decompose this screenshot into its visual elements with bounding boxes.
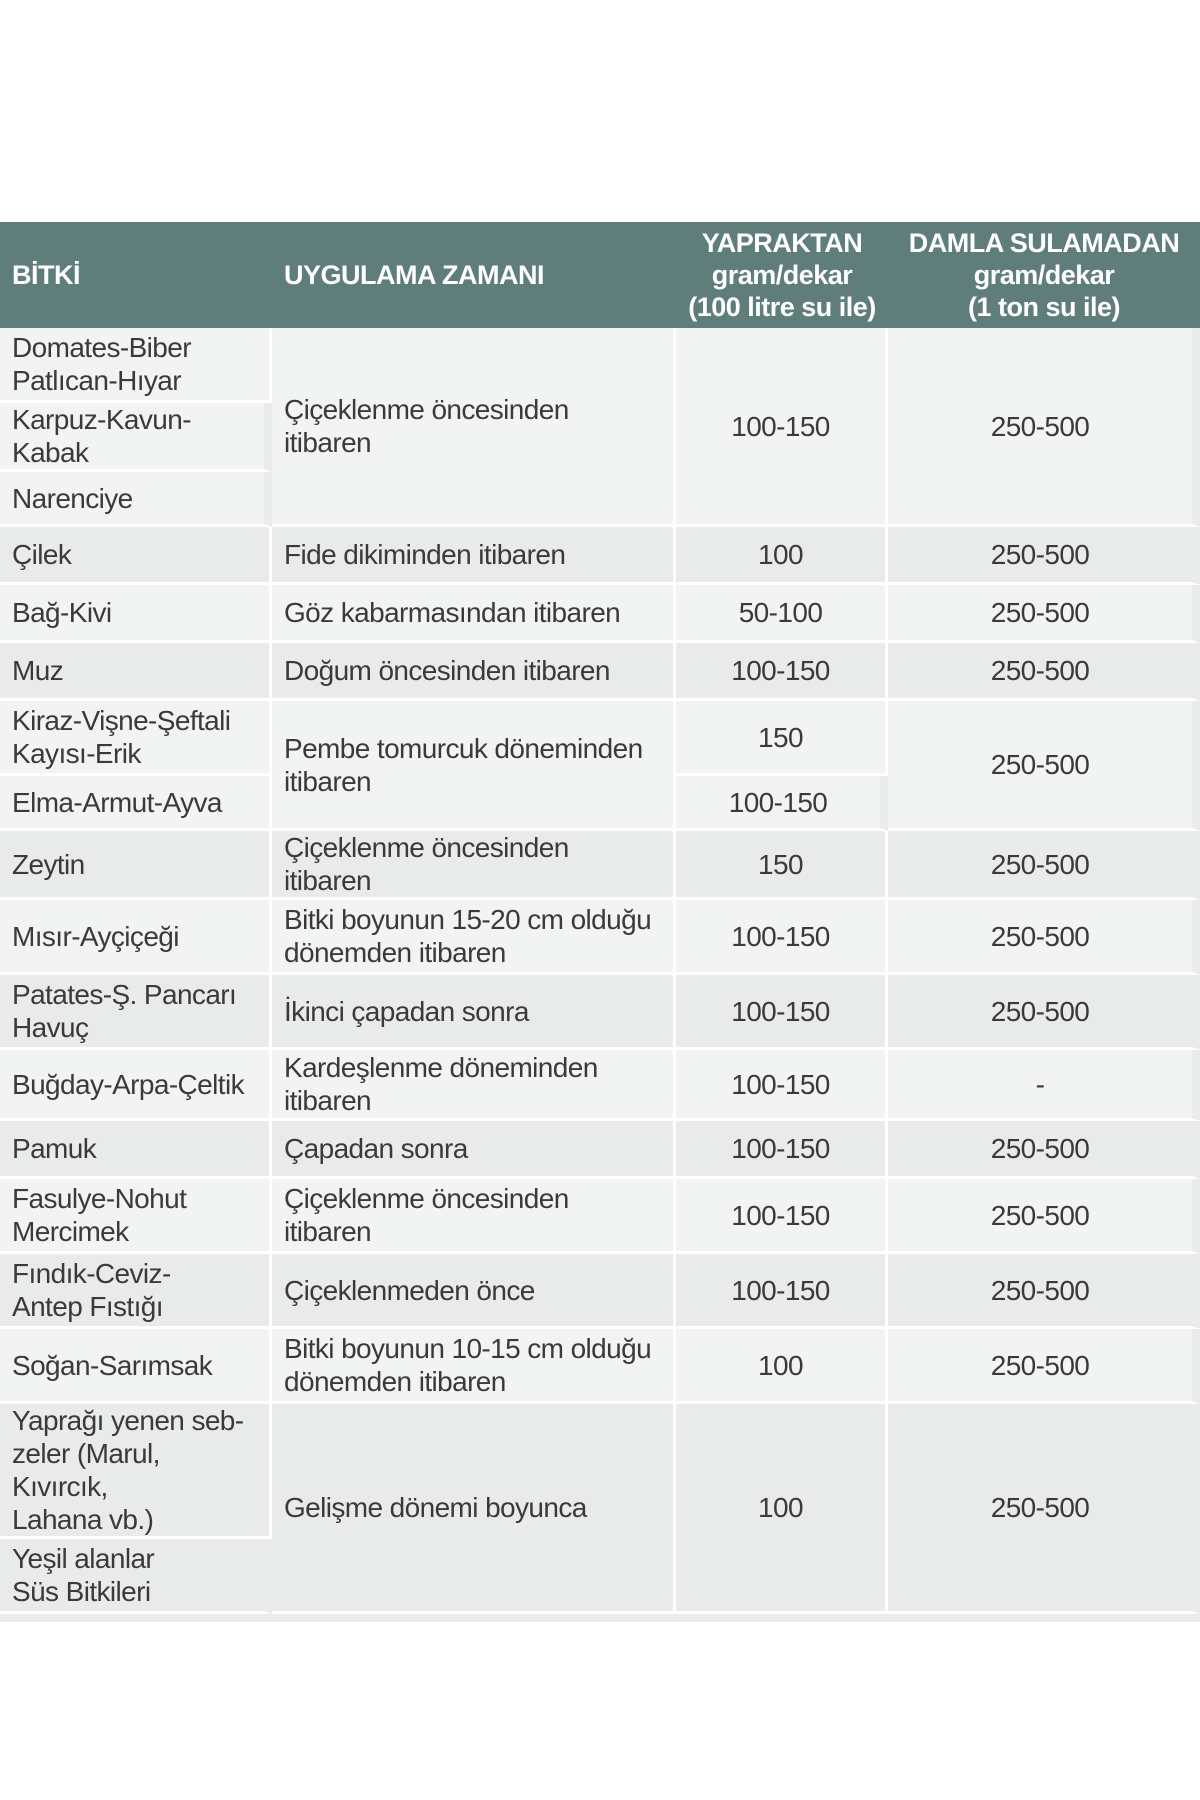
- dosage-table-container: [0, 222, 1200, 1622]
- drip-dose-cell: 250-500: [888, 975, 1200, 1050]
- drip-dose-cell: 250-500: [888, 1254, 1200, 1329]
- application-time-cell: Çiçeklenmeden önce: [272, 1254, 676, 1329]
- application-time-cell: İkinci çapadan sonra: [272, 975, 676, 1050]
- plant-name: Yaprağı yenen seb-: [12, 1405, 244, 1436]
- foliar-dose-cell: 100-150: [676, 776, 888, 831]
- table-body: [0, 328, 1200, 1614]
- foliar-dose-cell: 150: [676, 701, 888, 776]
- application-time-cell: Fide dikiminden itibaren: [272, 527, 676, 585]
- application-time-cell: Göz kabarmasından itibaren: [272, 585, 676, 643]
- drip-dose-cell: 250-500: [888, 328, 1200, 527]
- table-row: [0, 328, 1200, 403]
- plant-cell: [0, 1254, 272, 1329]
- plant-name: Lahana vb.): [12, 1504, 154, 1535]
- plant-cell: [0, 328, 272, 403]
- application-time-cell: Çiçeklenme öncesinden itibaren: [272, 831, 676, 900]
- foliar-dose-cell: 100: [676, 1329, 888, 1404]
- plant-cell: [0, 1329, 272, 1404]
- foliar-dose-cell: 150: [676, 831, 888, 900]
- foliar-dose-cell: 100: [676, 527, 888, 585]
- table-row: [0, 975, 1200, 1050]
- header-foliar-title: YAPRAKTAN: [701, 228, 863, 258]
- drip-dose-cell: 250-500: [888, 1404, 1200, 1614]
- table-row: [0, 1404, 1200, 1539]
- application-time-cell: Doğum öncesinden itibaren: [272, 643, 676, 701]
- header-drip-note: (1 ton su ile): [967, 292, 1120, 322]
- plant-name: Karpuz-Kavun-Kabak: [12, 404, 191, 468]
- header-drip-title: DAMLA SULAMADAN: [908, 228, 1180, 258]
- foliar-dose-cell: 100-150: [676, 328, 888, 527]
- table-row: [0, 1254, 1200, 1329]
- plant-cell: [0, 1179, 272, 1254]
- table-row: [0, 1050, 1200, 1121]
- foliar-dose-cell: 100-150: [676, 1121, 888, 1179]
- plant-name: Muz: [12, 655, 64, 686]
- plant-name: Bağ-Kivi: [12, 597, 112, 628]
- table-row: [0, 1329, 1200, 1404]
- application-time-cell: Pembe tomurcuk döneminden itibaren: [272, 701, 676, 831]
- plant-name: Kayısı-Erik: [12, 738, 141, 769]
- plant-name: Pamuk: [12, 1133, 97, 1164]
- application-time-cell: Çiçeklenme öncesinden itibaren: [272, 1179, 676, 1254]
- drip-dose-cell: 250-500: [888, 900, 1200, 975]
- foliar-dose-cell: 100-150: [676, 1254, 888, 1329]
- plant-cell: [0, 701, 272, 776]
- plant-name: Antep Fıstığı: [12, 1291, 163, 1322]
- plant-cell: [0, 472, 272, 527]
- plant-name: Elma-Armut-Ayva: [12, 786, 222, 818]
- foliar-dose-cell: 100-150: [676, 643, 888, 701]
- application-time-cell: Gelişme dönemi boyunca: [272, 1404, 676, 1614]
- plant-name: Mercimek: [12, 1216, 129, 1247]
- table-row: [0, 643, 1200, 701]
- plant-name: Fasulye-Nohut: [12, 1183, 187, 1214]
- plant-name: Fındık-Ceviz-: [12, 1258, 171, 1289]
- table-row: [0, 585, 1200, 643]
- plant-name: Kiraz-Vişne-Şeftali: [12, 705, 231, 736]
- plant-cell: [0, 1121, 272, 1179]
- plant-cell: [0, 900, 272, 975]
- plant-name: Patlıcan-Hıyar: [12, 365, 181, 396]
- plant-name: Buğday-Arpa-Çeltik: [12, 1068, 244, 1100]
- plant-name: Havuç: [12, 1012, 89, 1043]
- plant-cell: [0, 1050, 272, 1121]
- application-time-cell: Çiçeklenme öncesinden itibaren: [272, 328, 676, 527]
- table-row: [0, 701, 1200, 776]
- header-drip-unit: gram/dekar: [973, 260, 1115, 290]
- plant-cell: [0, 403, 272, 472]
- plant-cell: [0, 643, 272, 701]
- header-foliar-unit: gram/dekar: [711, 260, 853, 290]
- table-row: [0, 1121, 1200, 1179]
- plant-cell: [0, 831, 272, 900]
- foliar-dose-cell: 100-150: [676, 975, 888, 1050]
- application-time-cell: Çapadan sonra: [272, 1121, 676, 1179]
- header-foliar-note: (100 litre su ile): [688, 292, 876, 322]
- drip-dose-cell: -: [888, 1050, 1200, 1121]
- plant-name: Çilek: [12, 539, 72, 570]
- drip-dose-cell: 250-500: [888, 1179, 1200, 1254]
- plant-name: Narenciye: [12, 482, 133, 514]
- plant-name: zeler (Marul, Kıvırcık,: [12, 1438, 160, 1502]
- table-row: [0, 831, 1200, 900]
- drip-dose-cell: 250-500: [888, 1329, 1200, 1404]
- plant-name: Yeşil alanlar: [12, 1543, 155, 1574]
- plant-name: Patates-Ş. Pancarı: [12, 979, 237, 1010]
- foliar-dose-cell: 100-150: [676, 1179, 888, 1254]
- table-row: [0, 900, 1200, 975]
- header-row: [0, 222, 1200, 328]
- foliar-dose-cell: 100: [676, 1404, 888, 1614]
- drip-dose-cell: 250-500: [888, 527, 1200, 585]
- header-drip: [888, 222, 1200, 328]
- plant-cell: [0, 585, 272, 643]
- application-time-cell: Bitki boyunun 10-15 cm olduğu dönemden itibaren: [272, 1329, 676, 1404]
- plant-cell: [0, 975, 272, 1050]
- drip-dose-cell: 250-500: [888, 585, 1200, 643]
- drip-dose-cell: 250-500: [888, 1121, 1200, 1179]
- plant-name: Zeytin: [12, 848, 85, 880]
- drip-dose-cell: 250-500: [888, 831, 1200, 900]
- plant-name: Mısır-Ayçiçeği: [12, 920, 179, 952]
- foliar-dose-cell: 100-150: [676, 900, 888, 975]
- application-time-cell: Kardeşlenme döneminden itibaren: [272, 1050, 676, 1121]
- header-plant: BİTKİ: [0, 222, 272, 328]
- plant-name: Soğan-Sarımsak: [12, 1349, 213, 1381]
- header-foliar: [676, 222, 888, 328]
- plant-name: Süs Bitkileri: [12, 1576, 151, 1607]
- dosage-table: [0, 222, 1200, 1614]
- foliar-dose-cell: 50-100: [676, 585, 888, 643]
- header-application-time: UYGULAMA ZAMANI: [272, 222, 676, 328]
- table-row: [0, 1179, 1200, 1254]
- plant-cell: [0, 1539, 272, 1614]
- table-row: [0, 527, 1200, 585]
- plant-cell: [0, 776, 272, 831]
- drip-dose-cell: 250-500: [888, 701, 1200, 831]
- plant-name: Domates-Biber: [12, 332, 191, 363]
- drip-dose-cell: 250-500: [888, 643, 1200, 701]
- plant-cell: [0, 1404, 272, 1539]
- plant-cell: [0, 527, 272, 585]
- foliar-dose-cell: 100-150: [676, 1050, 888, 1121]
- application-time-cell: Bitki boyunun 15-20 cm olduğu dönemden itibaren: [272, 900, 676, 975]
